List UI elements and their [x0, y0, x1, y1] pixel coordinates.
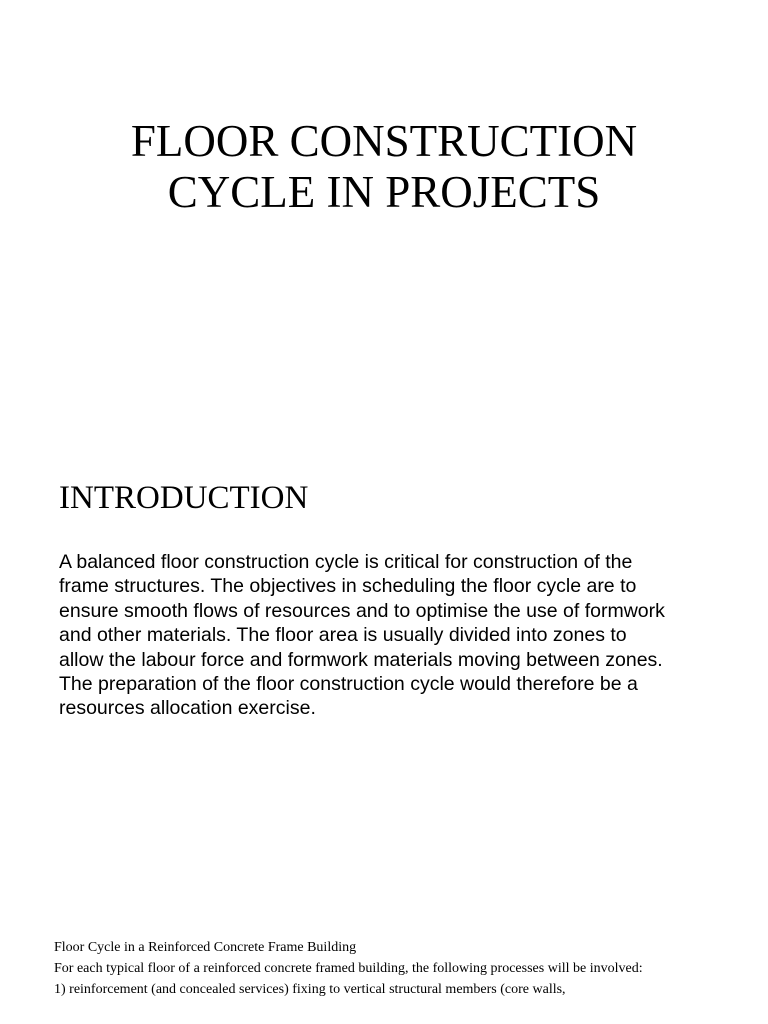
introduction-line: ensure smooth flows of resources and to optimise the use of formwork: [59, 599, 665, 622]
introduction-line: resources allocation exercise.: [59, 697, 316, 720]
introduction-paragraph: [59, 550, 729, 721]
introduction-line: frame structures. The objectives in scheduling the floor cycle are to: [59, 575, 637, 598]
notes-subheading: Floor Cycle in a Reinforced Concrete Frame Building: [54, 940, 357, 955]
introduction-line: The preparation of the floor construction cycle would therefore be a: [59, 673, 638, 696]
title-line-1: FLOOR CONSTRUCTION: [130, 116, 638, 166]
notes-list-item: 1) reinforcement (and concealed services) fixing to vertical structural members (core walls,: [54, 982, 566, 997]
notes-paragraph: For each typical floor of a reinforced concrete framed building, the following processes will be involved:: [54, 961, 643, 976]
introduction-line: A balanced floor construction cycle is critical for construction of the: [59, 551, 633, 573]
introduction-heading: INTRODUCTION: [59, 480, 309, 516]
floor-cycle-notes: [54, 940, 734, 1003]
title-line-2: CYCLE IN PROJECTS: [167, 167, 601, 217]
introduction-line: allow the labour force and formwork materials moving between zones.: [59, 648, 663, 671]
introduction-line: and other materials. The floor area is usually divided into zones to: [59, 624, 627, 647]
document-title: [0, 116, 768, 218]
